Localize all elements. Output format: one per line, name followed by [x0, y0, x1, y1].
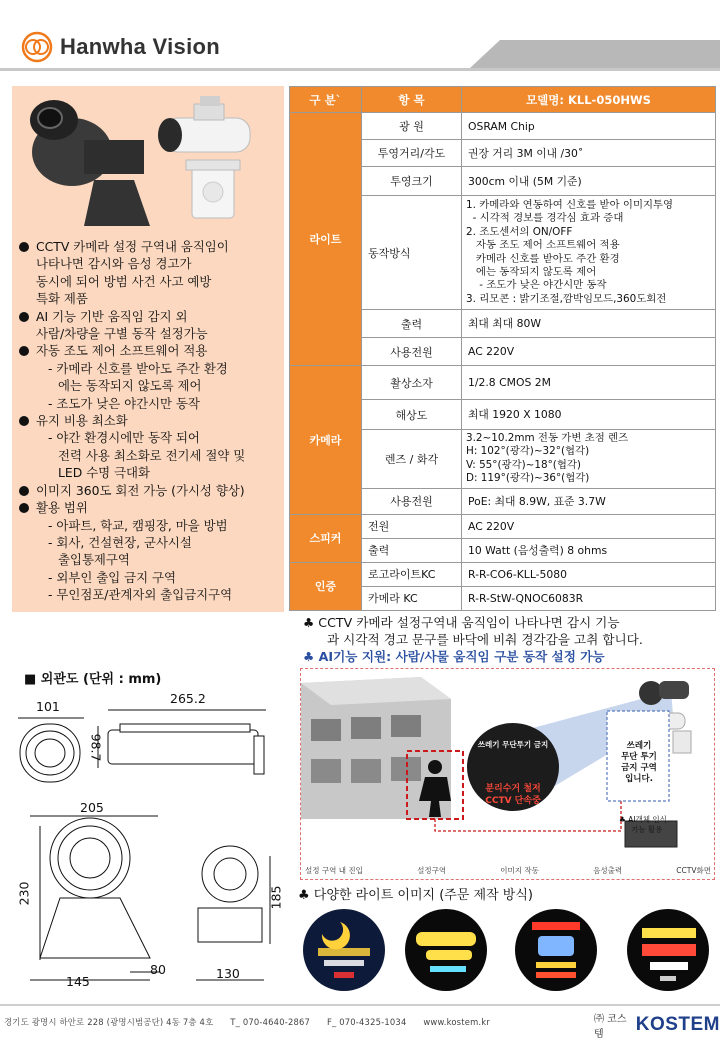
- spec-line: D: 119°(광각)~36°(협각): [466, 472, 590, 485]
- feature-line: 출입통제구역: [58, 552, 130, 568]
- scene-step: CCTV화면: [676, 866, 711, 875]
- scene-step: 설정구역: [417, 866, 447, 875]
- light-image-samples: [300, 906, 714, 994]
- category-speaker: 스피커: [290, 514, 362, 562]
- feature-line: 나타나면 감시와 음성 경고가: [36, 256, 192, 272]
- spec-line: 카메라 신호를 받아도 주간 환경: [466, 252, 620, 265]
- spec-value: 최대 1920 X 1080: [462, 400, 716, 430]
- spec-value: 10 Watt (음성출력) 8 ohms: [462, 538, 716, 562]
- spec-item: 사용전원: [362, 488, 462, 514]
- sign-box: [609, 741, 669, 785]
- ai-note-line: ♣ AI객체 인식: [619, 815, 667, 824]
- sign-red-text-1: 분리수거 철저: [485, 784, 541, 794]
- spec-line: 3. 리모콘 : 밝기조절,깜박임모드,360도회전: [466, 292, 667, 305]
- header-decoration: [470, 40, 720, 68]
- spec-item: 전원: [362, 514, 462, 538]
- spec-value: R-R-StW-QNOC6083R: [462, 586, 716, 610]
- spec-item: 카메라 KC: [362, 586, 462, 610]
- dim-label: 98.7: [88, 733, 104, 762]
- ai-note: [619, 815, 667, 835]
- sign-box-line: 무단 투기: [621, 752, 657, 762]
- footer-web[interactable]: www.kostem.kr: [423, 1017, 490, 1027]
- outline-drawing: [0, 688, 296, 998]
- footer-fax: F_ 070-4325-1034: [326, 1017, 407, 1027]
- variety-title: ♣ 다양한 라이트 이미지 (주문 제작 방식): [298, 888, 533, 903]
- category-cert: 인증: [290, 562, 362, 610]
- dim-label: 205: [80, 800, 104, 815]
- scene-step: 이미지 작동: [500, 866, 539, 875]
- feature-line: 전력 사용 최소화로 전기세 절약 및: [58, 447, 246, 463]
- footer-info: [4, 1016, 504, 1028]
- spec-value: AC 220V: [462, 514, 716, 538]
- spec-item: 투영거리/각도: [362, 140, 462, 167]
- feature-line: 동시에 되어 방범 사건 사고 예방: [36, 273, 212, 289]
- footer-tel: T_ 070-4640-2867: [230, 1017, 311, 1027]
- spec-line: - 조도가 낮은 야간시만 동작: [466, 279, 607, 292]
- feature-line: - 외부인 출입 금지 구역: [48, 569, 176, 585]
- kostem-logo: KOSTEM: [635, 1014, 720, 1035]
- feature-line: 유지 비용 최소화: [18, 412, 284, 429]
- spec-value: 300cm 이내 (5M 기준): [462, 167, 716, 196]
- footer-address: 경기도 광명시 하안로 228 (광명시범공단) 4동 7층 4호: [4, 1017, 214, 1027]
- feature-list: [18, 238, 284, 604]
- spec-line: 3.2~10.2mm 전동 가변 초점 렌즈: [466, 432, 629, 444]
- dim-label: 101: [36, 699, 60, 714]
- footer-divider: [0, 1004, 720, 1006]
- feature-line: 이미지 360도 회전 가능 (가시성 향상): [18, 482, 284, 499]
- feature-line: 에는 동작되지 않도록 제어: [58, 378, 202, 394]
- dim-label: 80: [150, 962, 166, 977]
- feature-line: CCTV 카메라 설정 구역내 움직임이: [18, 238, 284, 255]
- feature-line: 자동 조도 제어 소프트웨어 적용: [18, 342, 284, 359]
- company-logo: [594, 1010, 720, 1040]
- company-name: ㈜ 코스템: [594, 1014, 627, 1040]
- spec-value: 권장 거리 3M 이내 /30˚: [462, 140, 716, 167]
- spec-header-row: [290, 87, 716, 113]
- spec-item: 사용전원: [362, 338, 462, 366]
- feature-line: 사람/차량을 구별 동작 설정가능: [36, 326, 208, 342]
- header-divider: [0, 68, 720, 71]
- spec-value: R-R-CO6-KLL-5080: [462, 562, 716, 586]
- col-category: 구 분`: [290, 87, 362, 113]
- feature-line: - 아파트, 학교, 캠핑장, 마을 방범: [48, 517, 228, 533]
- spec-value-multiline: [462, 430, 716, 489]
- dim-label: 145: [66, 974, 90, 989]
- spec-item: 광 원: [362, 113, 462, 140]
- spec-table: [289, 86, 716, 611]
- spec-line: 2. 조도센서의 ON/OFF: [466, 225, 573, 238]
- spec-line: - 시각적 경보를 경각심 효과 증대: [466, 212, 624, 225]
- desc-line: ♣ CCTV 카메라 설정구역내 움직임이 나타나면 감시 기능: [303, 615, 620, 630]
- feature-panel: [12, 86, 284, 612]
- spec-value: PoE: 최대 8.9W, 표준 3.7W: [462, 488, 716, 514]
- spec-value: AC 220V: [462, 338, 716, 366]
- sign-box-line: 금지 구역: [621, 763, 657, 773]
- spec-item: 렌즈 / 화각: [362, 430, 462, 489]
- spec-item: 해상도: [362, 400, 462, 430]
- sign-box-line: 쓰레기: [626, 741, 652, 751]
- spec-value: 최대 최대 80W: [462, 310, 716, 338]
- spec-item: 촬상소자: [362, 366, 462, 400]
- brand-logo: [20, 30, 220, 64]
- dim-label: 230: [16, 881, 32, 906]
- brand-name: Hanwha Vision: [60, 34, 220, 59]
- sign-top-text: 쓰레기 무단투기 금지: [477, 740, 549, 749]
- spec-line: H: 102°(광각)~32°(협각): [466, 445, 590, 458]
- feature-line: - 조도가 낮은 야간시만 동작: [48, 395, 200, 411]
- sign-red-text-2: CCTV 단속중: [485, 796, 541, 806]
- hanwha-logo-icon: [20, 30, 54, 64]
- usage-scene: [300, 668, 715, 880]
- outline-title: ■ 외관도 (단위 : mm): [24, 672, 162, 687]
- category-camera: 카메라: [290, 366, 362, 515]
- spec-line: 1. 카메라와 연동하여 신호를 받아 이미지투영: [466, 198, 674, 211]
- spec-item: 동작방식: [362, 196, 462, 310]
- spec-item: 출력: [362, 310, 462, 338]
- category-light: 라이트: [290, 113, 362, 366]
- spec-line: 에는 동작되지 않도록 제어: [466, 265, 597, 278]
- dim-label: 185: [268, 885, 284, 910]
- spec-item: 투영크기: [362, 167, 462, 196]
- ai-support-line: ♣ AI기능 지원: 사람/사물 움직임 구분 동작 설정 가능: [303, 649, 605, 664]
- feature-description: [303, 614, 713, 665]
- sign-box-line: 입니다.: [625, 774, 653, 784]
- spec-line: 자동 조도 제어 소프트웨어 적용: [466, 239, 620, 252]
- ai-note-line: 기능 활용: [631, 825, 663, 834]
- spec-item: 로고라이트KC: [362, 562, 462, 586]
- scene-steps: [305, 865, 711, 876]
- desc-line: 과 시각적 경고 문구를 바닥에 비춰 경각감을 고취 합니다.: [327, 632, 643, 647]
- dim-label: 265.2: [170, 691, 206, 706]
- spec-value: OSRAM Chip: [462, 113, 716, 140]
- scene-step: 음성출력: [593, 866, 623, 875]
- spec-value: 1/2.8 CMOS 2M: [462, 366, 716, 400]
- feature-line: 특화 제품: [36, 291, 88, 307]
- feature-line: 활용 범위: [18, 499, 284, 516]
- dim-label: 130: [216, 966, 240, 981]
- scene-step: 설정 구역 내 진입: [305, 866, 363, 875]
- feature-line: AI 기능 기반 움직임 감지 외: [18, 308, 284, 325]
- feature-line: - 야간 환경시에만 동작 되어: [48, 430, 200, 446]
- col-item: 항 목: [362, 87, 462, 113]
- spec-value-multiline: [462, 196, 716, 310]
- feature-line: - 회사, 건설현장, 군사시설: [48, 534, 192, 550]
- feature-line: - 무인점포/관계자외 출입금지구역: [48, 587, 233, 603]
- feature-line: LED 수명 극대화: [58, 465, 150, 481]
- product-photo: [24, 90, 254, 230]
- spec-item: 출력: [362, 538, 462, 562]
- spec-line: V: 55°(광각)~18°(협각): [466, 458, 581, 471]
- feature-line: - 카메라 신호를 받아도 주간 환경: [48, 360, 228, 376]
- col-model: 모델명: KLL-050HWS: [462, 87, 716, 113]
